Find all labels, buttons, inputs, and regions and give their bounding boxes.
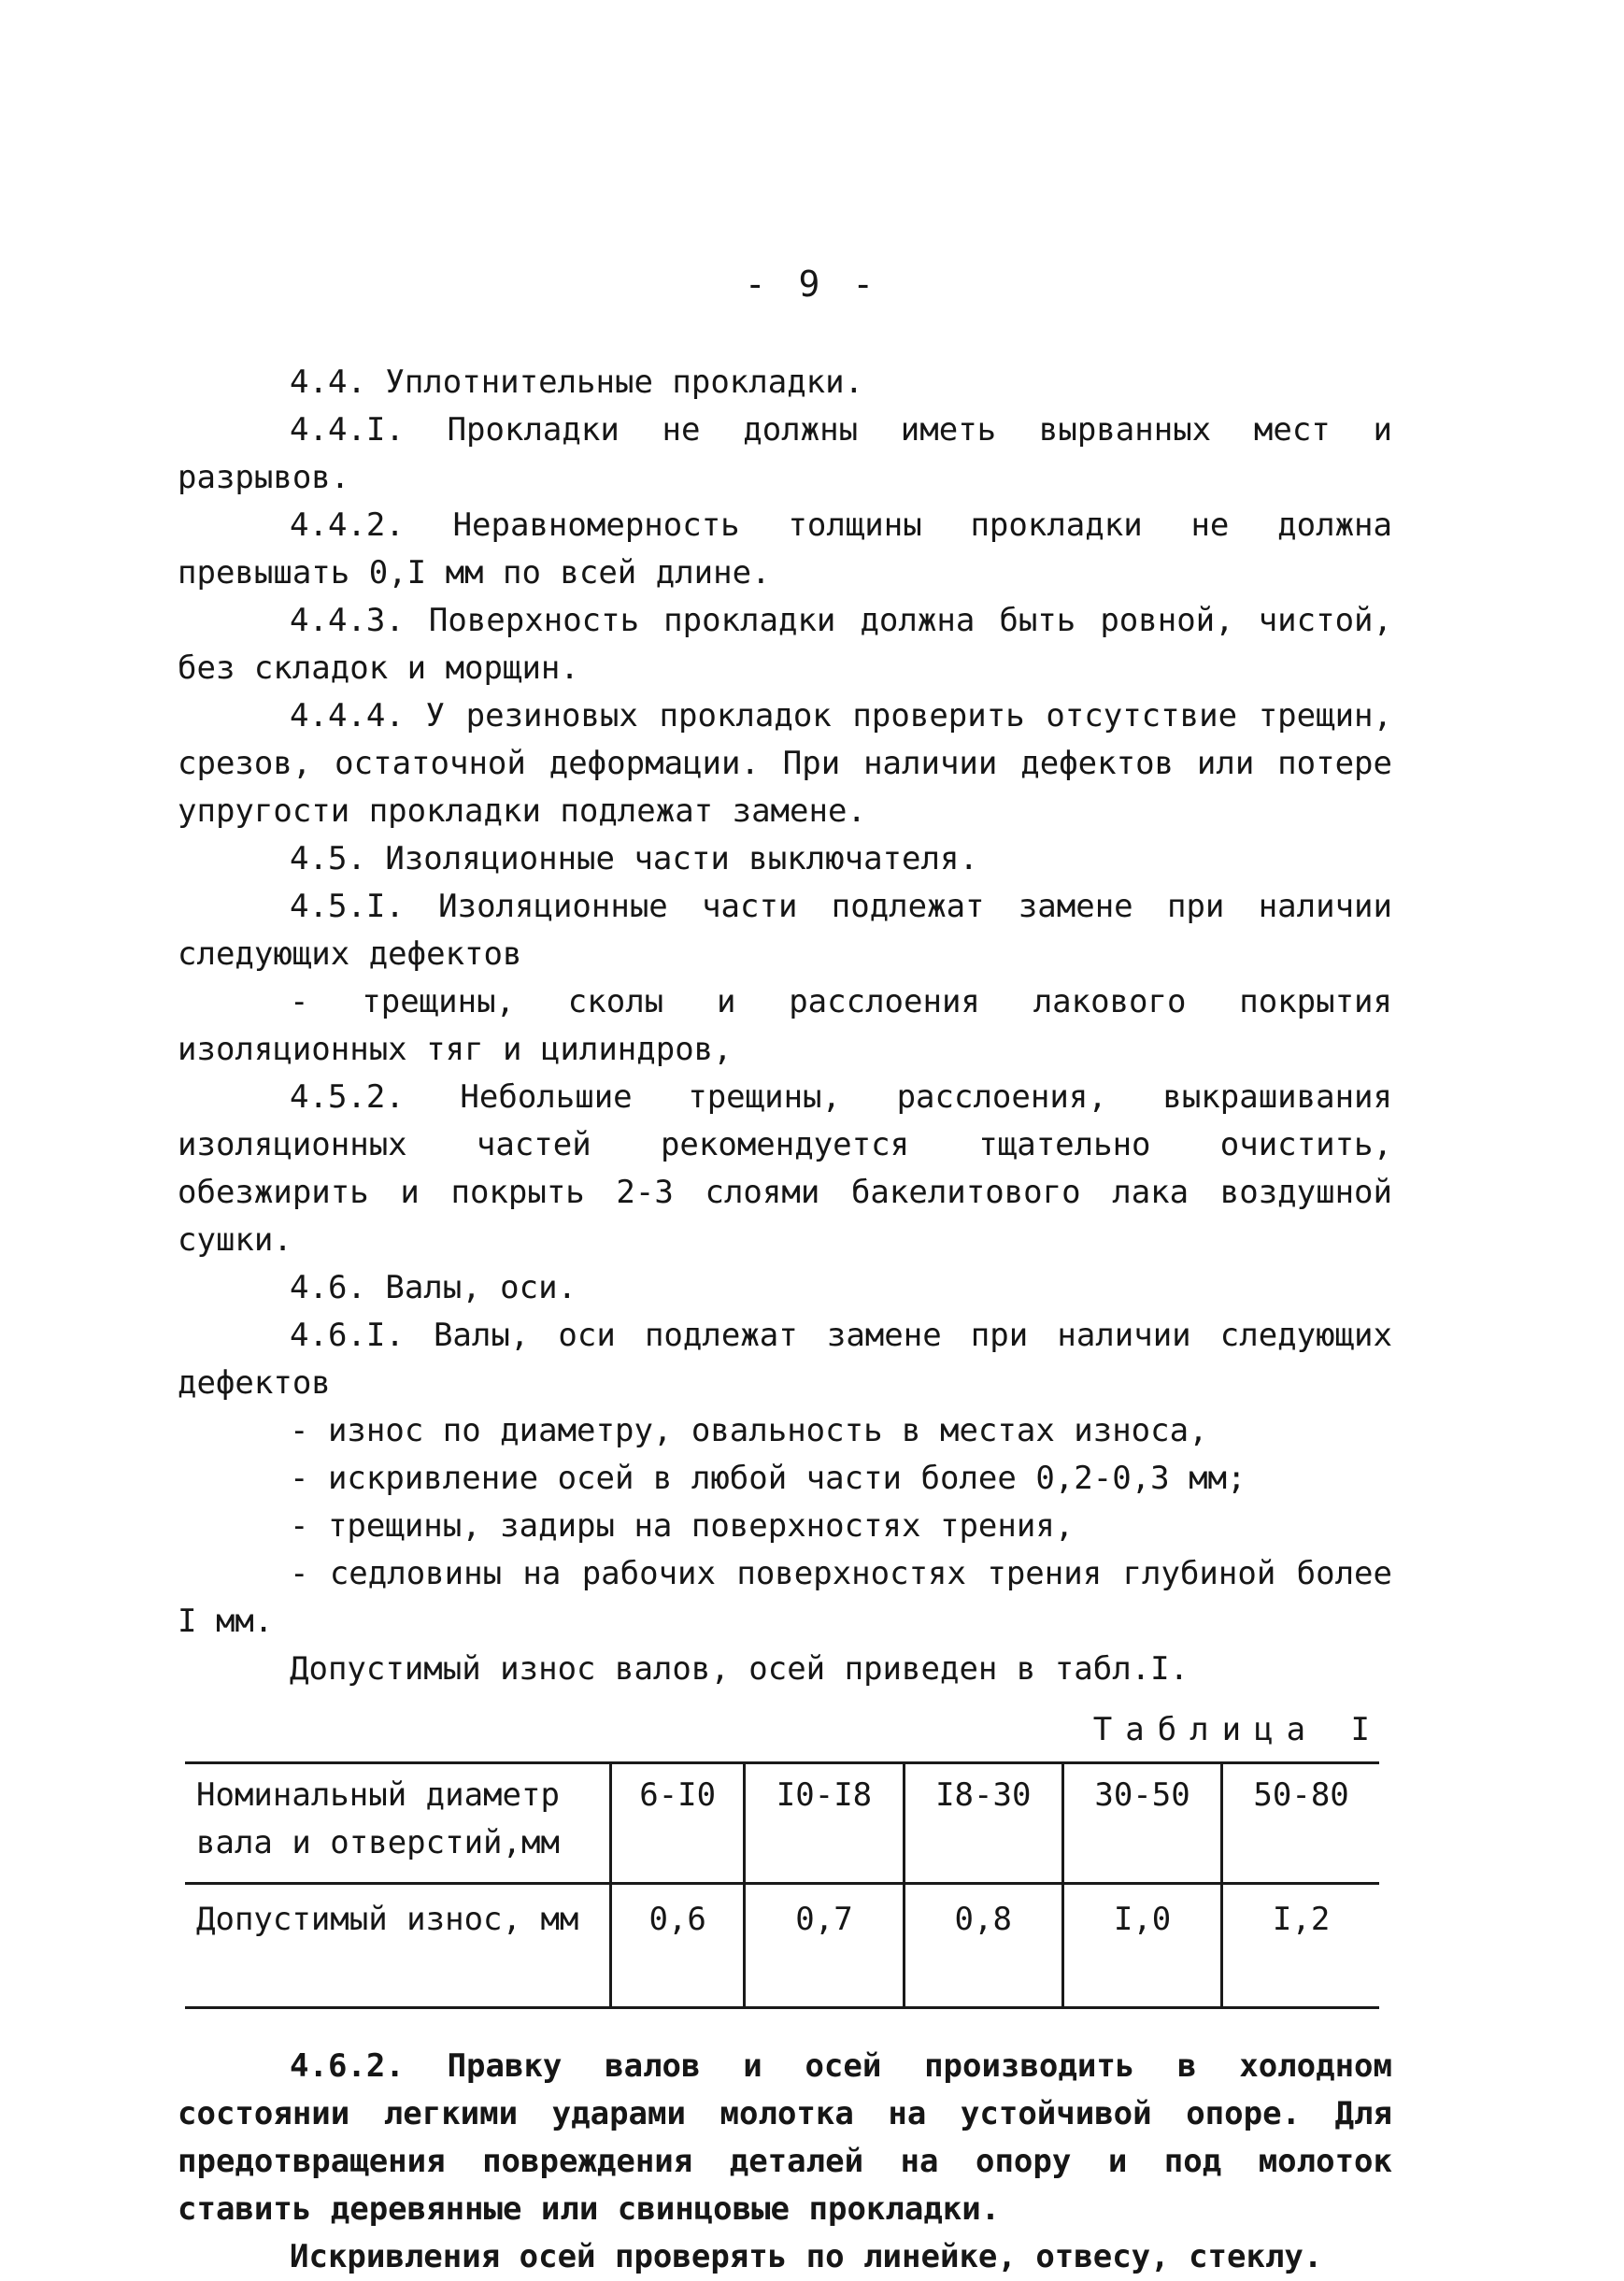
wear-table [185, 1761, 1379, 2009]
paragraph-4-5-2: 4.5.2. Небольшие трещины, расслоения, выкрашивания изоляционных частей рекомендуется тщательно очистить, обезжирить и покрыть 2-3 слоями бакелитового лака воздушной сушки. [178, 1078, 1392, 1259]
table-row [185, 1884, 1379, 2008]
list-item-axle-bending: - искривление осей в любой части более 0,2-0,3 мм; [290, 1460, 1246, 1497]
table-cell-5: I,2 [1222, 1884, 1379, 2008]
table-caption: Таблица I [1092, 1711, 1383, 1748]
table-col-4: 30-50 [1062, 1763, 1221, 1884]
table-cell-2: 0,7 [745, 1884, 904, 2008]
paragraph-4-6-2: 4.6.2. Правку валов и осей производить в холодном состоянии легкими ударами молотка на устойчивой опоре. Для предотвращения повреждения деталей на опору и под молоток ставить деревянные или свинцовые прокладки. [178, 2047, 1392, 2228]
list-item-friction-cracks: - трещины, задиры на поверхностях трения, [290, 1507, 1075, 1545]
list-item-saddles: - седловины на рабочих поверхностях трения глубиной более I мм. [178, 1555, 1392, 1640]
paragraph-4-6-1: 4.6.I. Валы, оси подлежат замене при наличии следующих дефектов [178, 1317, 1392, 1402]
document-body [178, 359, 1392, 2281]
list-item-cracks-insulation: - трещины, сколы и расслоения лакового покрытия изоляционных тяг и цилиндров, [178, 983, 1392, 1068]
paragraph-4-5: 4.5. Изоляционные части выключателя. [290, 840, 978, 877]
paragraph-4-5-1: 4.5.I. Изоляционные части подлежат замене при наличии следующих дефектов [178, 888, 1392, 973]
table-cell-3: 0,8 [904, 1884, 1062, 2008]
list-item-wear-diameter: - износ по диаметру, овальность в местах износа, [290, 1412, 1208, 1449]
after-table-section [178, 2043, 1392, 2281]
paragraph-4-4-4: 4.4.4. У резиновых прокладок проверить отсутствие трещин, срезов, остаточной деформации. При наличии дефектов или потере упругости прокладки подлежат замене. [178, 697, 1392, 830]
table-col-1: 6-I0 [611, 1763, 745, 1884]
table-header-row [185, 1763, 1379, 1884]
paragraph-4-6: 4.6. Валы, оси. [290, 1269, 577, 1306]
paragraph-4-4-1: 4.4.I. Прокладки не должны иметь вырванных мест и разрывов. [178, 411, 1392, 496]
table-cell-4: I,0 [1062, 1884, 1221, 2008]
table-cell-1: 0,6 [611, 1884, 745, 2008]
page-number: - 9 - [744, 264, 880, 305]
table-row-label: Допустимый износ, мм [185, 1884, 611, 2008]
table-col-5: 50-80 [1222, 1763, 1379, 1884]
table-col-2: I0-I8 [745, 1763, 904, 1884]
table-header-label: Номинальный диаметр вала и отверстий,мм [185, 1763, 611, 1884]
paragraph-4-4-3: 4.4.3. Поверхность прокладки должна быть ровной, чистой, без складок и морщин. [178, 602, 1392, 687]
paragraph-axle-check: Искривления осей проверять по линейке, отвесу, стеклу. [290, 2238, 1323, 2275]
paragraph-4-4-2: 4.4.2. Неравномерность толщины прокладки не должна превышать 0,I мм по всей длине. [178, 506, 1392, 592]
paragraph-table-reference: Допустимый износ валов, осей приведен в табл.I. [290, 1650, 1190, 1688]
table-col-3: I8-30 [904, 1763, 1062, 1884]
paragraph-4-4: 4.4. Уплотнительные прокладки. [290, 364, 864, 401]
